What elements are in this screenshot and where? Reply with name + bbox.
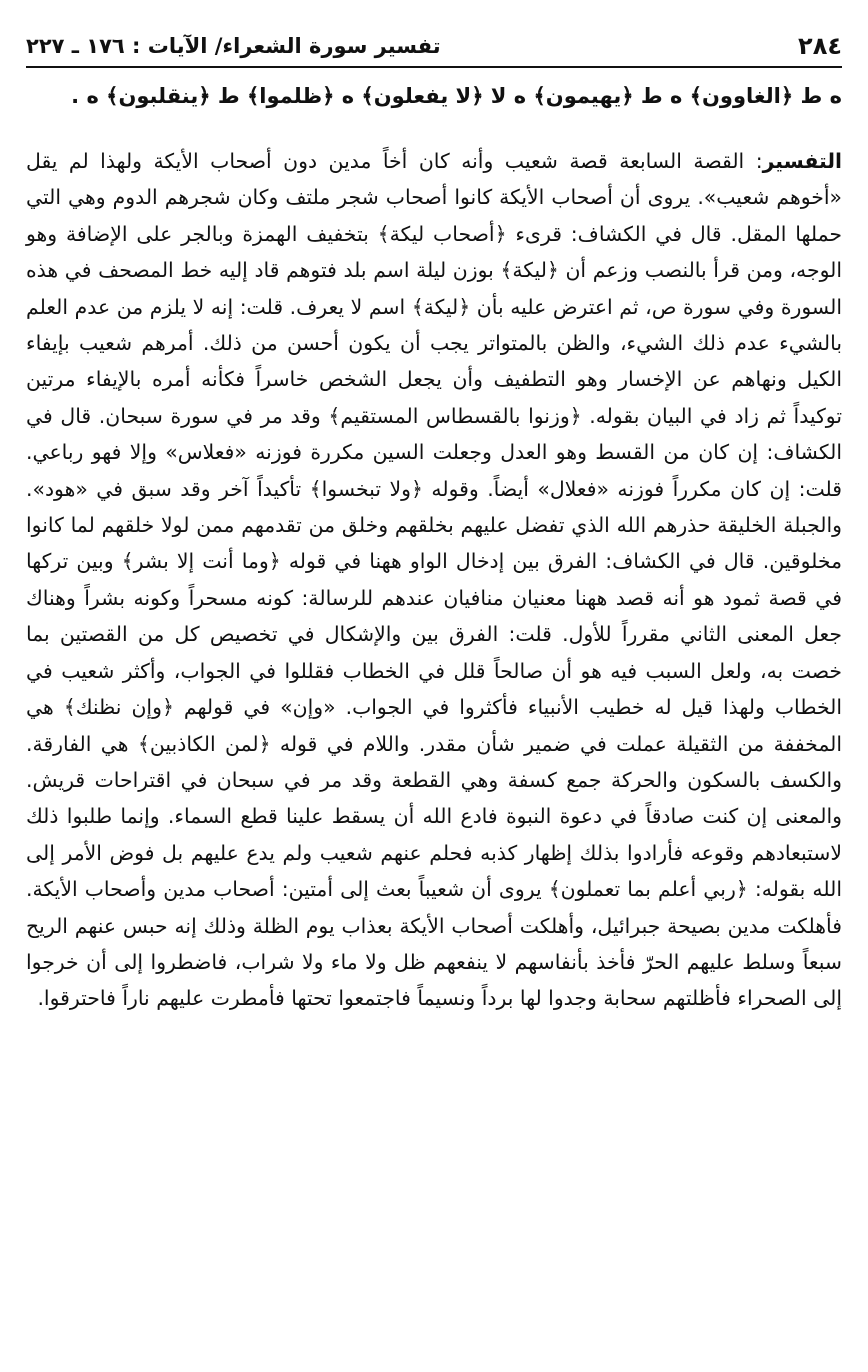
tafsir-text: : القصة السابعة قصة شعيب وأنه كان أخاً مدين دون أصحاب الأيكة ولهذا لم يقل «أخوهم شعيب». يروى أن أصحاب الأيكة كانوا أصحاب شجر ملتف وكان شجرهم الدوم وهي التي حملها المقل. قال في الكشاف: قرىء ﴿أصحاب ليكة﴾ بتخفيف الهمزة وبالجر على الإضافة وهو الوجه، ومن قرأ بالنصب وزعم أن ﴿ليكة﴾ بوزن ليلة اسم بلد فتوهم قاد إليه خط المصحف في هذه السورة وفي سورة ص، ثم اعترض عليه بأن ﴿ليكة﴾ اسم لا يعرف. قلت: إنه لا يلزم من عدم العلم بالشيء عدم ذلك الشيء، والظن بالمتواتر يجب أن يكون أحسن من ذلك. أمرهم شعيب بإيفاء الكيل ونهاهم عن الإخسار وهو التطفيف وأن يجعل الشخص خاسراً فكأنه أمره بالإيفاء مرتين توكيداً ثم زاد في البيان بقوله. ﴿وزنوا بالقسطاس المستقيم﴾ وقد مر في سورة سبحان. قال في الكشاف: إن كان من القسط وهو العدل وجعلت السين مكررة فوزنه «فعلاس» وإلا فهو رباعي. قلت: إن كان مكرراً فوزنه «فعلال» أيضاً. وقوله ﴿ولا تبخسوا﴾ تأكيداً آخر وقد سبق في «هود». والجبلة الخليقة حذرهم الله الذي تفضل عليهم بخلقهم وخلق من تقدمهم ممن لولا خلقهم لما كانوا مخلوقين. قال في الكشاف: الفرق بين إدخال الواو ههنا في قوله ﴿وما أنت إلا بشر﴾ وبين تركها في قصة ثمود هو أنه قصد ههنا معنيان منافيان عندهم للرسالة: كونه مسحراً وكونه بشراً وهناك جعل المعنى الثاني مقرراً للأول. قلت: الفرق بين والإشكال في تخصيص كل من القصتين بما خصت به، ولعل السبب فيه هو أن صالحاً قلل في الخطاب فقللوا في الجواب، وأكثر شعيب في الخطاب ولهذا قيل له خطيب الأنبياء فأكثروا في الجواب. «وإن» في قولهم ﴿وإن نظنك﴾ هي المخففة من الثقيلة عملت في ضمير شأن مقدر. واللام في قوله ﴿لمن الكاذبين﴾ هي الفارقة. والكسف بالسكون والحركة جمع كسفة وهي القطعة وقد مر في سبحان في اقتراحات قريش. والمعنى إن كنت صادقاً في دعوة النبوة فادع الله أن يسقط علينا قطع السماء. وإنما طلبوا ذلك لاستبعادهم وقوعه فأرادوا بذلك إظهار كذبه فحلم عنهم شعيب ولم يدع عليهم بل فوض الأمر إلى الله بقوله: ﴿ربي أعلم بما تعملون﴾ يروى أن شعيباً بعث إلى أمتين: أصحاب مدين وأصحاب الأيكة. فأهلكت مدين بصيحة جبرائيل، وأهلكت أصحاب الأيكة بعذاب يوم الظلة وذلك إنه حبس عنهم الريح سبعاً وسلط عليهم الحرّ فأخذ بأنفاسهم لا ينفعهم ظل ولا ماء ولا شراب، فاضطروا إلى أن خرجوا إلى الصحراء فأظلتهم سحابة وجدوا لها برداً ونسيماً فاجتمعوا تحتها فأمطرت عليهم ناراً فاحترقوا. [26, 149, 842, 1011]
running-title: تفسير سورة الشعراء/ الآيات : ١٧٦ ـ ٢٢٧ [26, 34, 441, 58]
page-header [26, 26, 842, 68]
tafsir-paragraph [26, 143, 842, 1017]
tafsir-lead-word: التفسير [762, 149, 842, 173]
verse-stop-marks-line: ه ط ﴿الغاوون﴾ ه ط ﴿يهيمون﴾ ه لا ﴿لا يفعلون﴾ ه ﴿ظلموا﴾ ط ﴿ينقلبون﴾ ه . [71, 84, 842, 108]
page-number: ٢٨٤ [798, 32, 842, 60]
tafsir-body [26, 143, 842, 1017]
